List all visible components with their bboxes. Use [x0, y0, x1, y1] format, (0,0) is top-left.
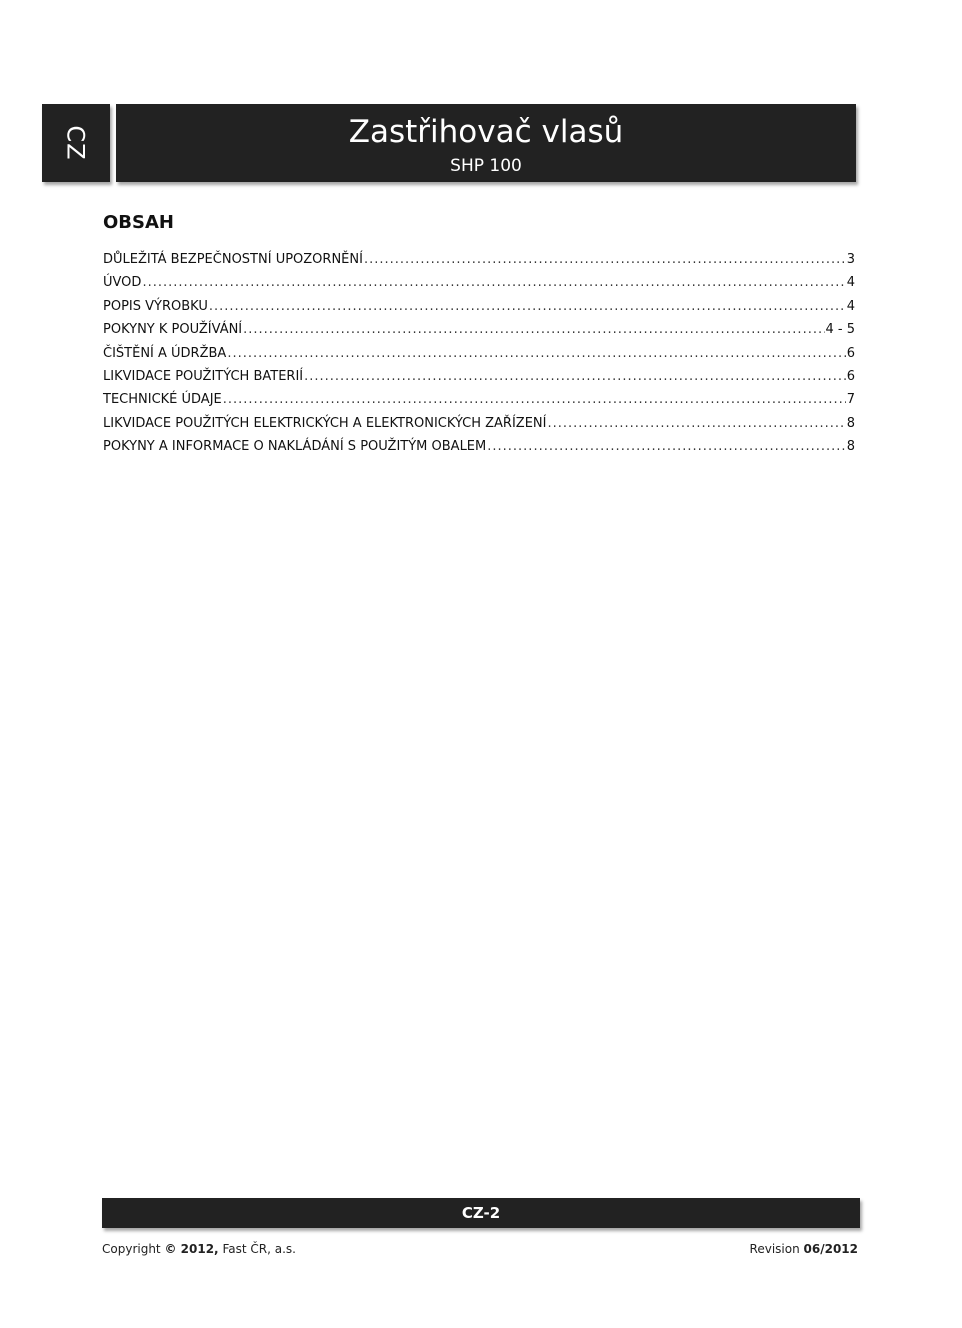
model-number: SHP 100 [450, 156, 522, 176]
toc-item-intro[interactable] [103, 271, 855, 294]
page-number: CZ-2 [461, 1204, 501, 1222]
toc-item-batteries[interactable] [103, 365, 855, 388]
toc-item-usage[interactable] [103, 318, 855, 341]
toc-item-packaging[interactable] [103, 435, 855, 458]
revision-notice [750, 1242, 858, 1256]
toc-heading: OBSAH [103, 212, 174, 233]
toc-item-page: 6 [846, 368, 855, 384]
toc-item-specs[interactable] [103, 388, 855, 411]
toc-item-label: POPIS VÝROBKU [103, 298, 208, 314]
toc-item-label: POKYNY A INFORMACE O NAKLÁDÁNÍ S POUŽITÝM OBALEM [103, 439, 487, 455]
toc-leader-dots [547, 412, 845, 435]
toc-item-label: TECHNICKÉ ÚDAJE [103, 392, 222, 408]
toc-leader-dots [304, 365, 846, 388]
toc-leader-dots [209, 295, 846, 318]
toc-item-page: 8 [846, 439, 855, 455]
toc-leader-dots [364, 248, 846, 271]
toc-item-weee[interactable] [103, 412, 855, 435]
toc-item-label: ÚVOD [103, 275, 142, 291]
copyright-year: © 2012, [164, 1242, 219, 1256]
language-tab [42, 104, 110, 182]
toc-item-page: 6 [846, 345, 855, 361]
toc-item-label: POKYNY K POUŽÍVÁNÍ [103, 322, 243, 338]
page-title: Zastřihovač vlasů [348, 114, 624, 150]
toc-item-page: 7 [846, 392, 855, 408]
toc-item-page: 4 - 5 [825, 322, 855, 338]
toc-leader-dots [142, 271, 845, 294]
toc-item-page: 4 [846, 298, 855, 314]
page-number-bar [102, 1198, 860, 1228]
toc-item-page: 4 [846, 275, 855, 291]
toc-item-description[interactable] [103, 295, 855, 318]
toc-item-cleaning[interactable] [103, 342, 855, 365]
toc-leader-dots [223, 388, 846, 411]
toc-item-page: 8 [846, 415, 855, 431]
language-code: CZ [61, 125, 90, 161]
table-of-contents [103, 248, 855, 459]
toc-item-label: ČIŠTĚNÍ A ÚDRŽBA [103, 345, 227, 361]
toc-leader-dots [487, 435, 845, 458]
toc-item-label: DŮLEŽITÁ BEZPEČNOSTNÍ UPOZORNĚNÍ [103, 252, 363, 267]
title-bar [116, 104, 856, 182]
copyright-owner: Fast ČR, a.s. [222, 1242, 296, 1256]
toc-item-label: LIKVIDACE POUŽITÝCH BATERIÍ [103, 368, 304, 384]
toc-leader-dots [243, 318, 824, 341]
toc-item-page: 3 [846, 252, 855, 267]
toc-item-label: LIKVIDACE POUŽITÝCH ELEKTRICKÝCH A ELEKTRONICKÝCH ZAŘÍZENÍ [103, 415, 547, 431]
copyright-prefix: Copyright [102, 1242, 161, 1256]
revision-value: 06/2012 [803, 1242, 858, 1256]
toc-item-safety[interactable] [103, 248, 855, 271]
copyright-notice [102, 1242, 296, 1256]
toc-leader-dots [227, 342, 845, 365]
revision-prefix: Revision [749, 1242, 800, 1256]
